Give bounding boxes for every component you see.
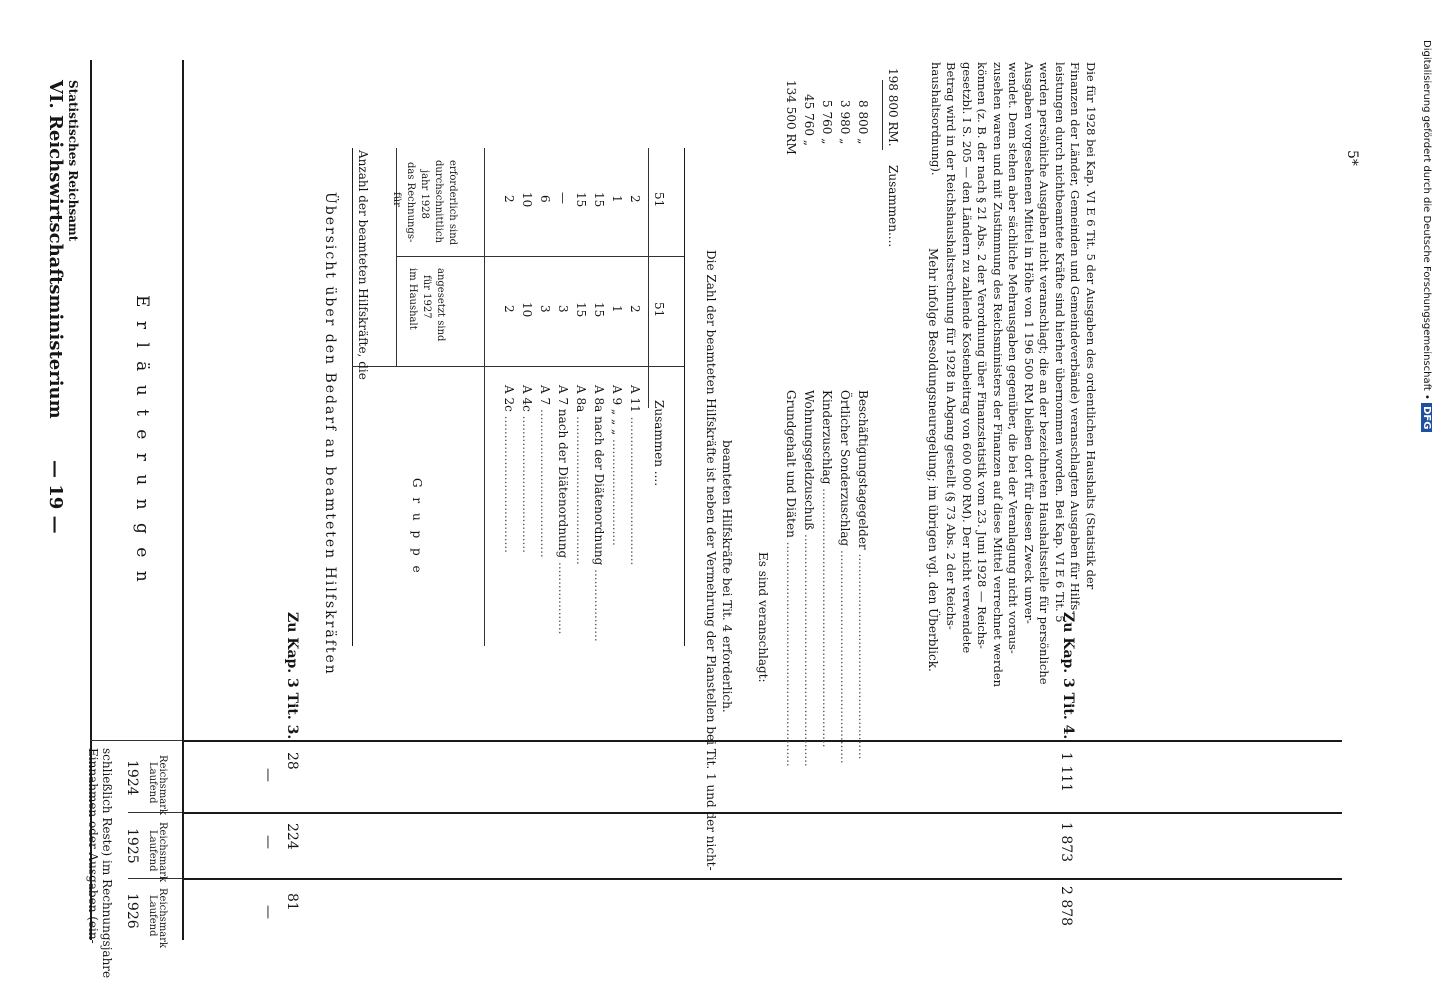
cost-row: Wohnungsgeldzuschuß .............................................................: [802, 390, 816, 767]
amount-row3-1926: 2 878: [1058, 886, 1074, 927]
cost-row-amount: 5 760 „: [820, 100, 834, 145]
dfg-logo: DFG: [1421, 403, 1432, 432]
staff-row: A 8a .......................................: [574, 385, 588, 565]
section-title: E r l ä u t e r u n g e n: [132, 295, 152, 586]
tit4-line: Ausgaben vorgesehenen Mittel in Höhe von 1 196 500 RM bleiben dort für diesen Zweck unver-: [1022, 62, 1036, 624]
staff-row: A 8a nach der Diätenordnung ...................: [592, 385, 606, 642]
table-col-rule-1: [352, 366, 684, 367]
cost-row-label: Grundgehalt und Diäten: [784, 390, 798, 538]
tit3-table-title: Übersicht über den Bedarf an beamteten Hilfskräften: [322, 192, 338, 676]
table-col-rule-2: [396, 256, 684, 257]
mehr-note: Mehr infolge Besoldungsneuregelung; im übrigen vgl. den Überblick.: [926, 248, 940, 672]
staff-row-gruppe: A 4c: [520, 385, 534, 412]
staff-row-gruppe: A 9 „ „ „: [610, 385, 624, 436]
cost-row-label: Wohnungsgeldzuschuß: [802, 390, 816, 531]
amount-caption-2: schließlich Reste) im Rechnungsjahre: [100, 748, 114, 979]
staff-row-gruppe: A 8a nach der Diätenordnung: [592, 385, 606, 566]
unit-label-1925b: Reichsmark: [157, 822, 168, 883]
header-col-line-2: [128, 812, 182, 813]
staff-row-1928: 10: [520, 192, 534, 208]
staff-row-1928: 2: [502, 195, 516, 203]
staff-row-1928: 1: [610, 195, 624, 203]
col-separator-1925: [182, 812, 1342, 814]
header-col-line-3: [128, 878, 182, 879]
cost-row-amount: 134 500 RM: [784, 80, 798, 155]
year-1925: 1925: [124, 828, 140, 864]
staff-row-1927: 1: [610, 305, 624, 313]
staff-row: A 7 .......................................: [538, 385, 552, 558]
col-1928-line5: erforderlich sind: [447, 160, 458, 246]
col-1927-line1: im Haushalt: [407, 268, 418, 330]
page-number: — 19 —: [45, 460, 66, 534]
table-rule-bottom: [684, 148, 685, 646]
column-header-rule: [182, 60, 184, 940]
cost-row-label: Örtlicher Sonderzuschlag: [838, 390, 852, 547]
staff-row-1927: 2: [628, 305, 642, 313]
staff-row-1927: 3: [556, 305, 570, 313]
sheet-mark: 5*: [1344, 150, 1360, 166]
unit-label-1926a: Laufend: [147, 895, 158, 937]
staff-row-1927: 3: [538, 305, 552, 313]
table-subheader-rule: [396, 148, 397, 366]
amount-row2-1924: 28: [284, 752, 300, 770]
col-1928-line2: das Rechnungs-: [405, 162, 416, 243]
staff-row-1927: 15: [592, 302, 606, 318]
staff-row-1928: 15: [592, 192, 606, 208]
staff-row: A 7 nach der Diätenordnung ...................: [556, 385, 570, 635]
amount-row1-1924: —: [260, 768, 276, 782]
col-1927-line3: angesetzt sind: [435, 268, 446, 342]
cost-row: Kinderzuschlag ....................................................................: [820, 390, 834, 748]
amount-row3-1925: 1 873: [1058, 822, 1074, 863]
cost-row-label: Beschäftigungstagegelder: [856, 390, 870, 550]
tit4-line: Betrag wird in der Reichshaushaltsrechnung für 1928 in Abgang gestellt (§ 73 Abs. 2 der Reichs-: [944, 62, 959, 630]
col-separator-1926: [182, 878, 1342, 880]
col-gruppe-header: G r u p p e: [410, 478, 424, 576]
amount-row1-1926: —: [260, 905, 276, 919]
header-col-line-1: [90, 740, 182, 741]
tit3-note-line2: beamteten Hilfskräfte bei Tit. 4 erforderlich.: [720, 440, 734, 713]
ministry-title: VI. Reichswirtschaftsministerium: [45, 80, 66, 419]
staff-total-label: Zusammen ....: [652, 400, 666, 487]
tit4-heading: Zu Kap. 3 Tit. 4.: [1060, 612, 1076, 740]
cost-row-amount: 45 760 „: [802, 94, 816, 147]
staff-row: A 9 „ „ „ ............................: [610, 385, 624, 546]
staff-row-1928: 15: [574, 192, 588, 208]
year-1924: 1924: [124, 760, 140, 796]
cost-total-label: Zusammen....: [886, 165, 900, 248]
table-header-rule: [484, 148, 485, 646]
cost-sum-rule: [882, 80, 883, 150]
unit-label-1924b: Reichsmark: [157, 755, 168, 816]
staff-row-gruppe: A 7: [538, 385, 552, 406]
staff-row-1928: 2: [628, 195, 642, 203]
unit-label-1925a: Laufend: [147, 830, 158, 872]
cost-total: 198 800 RM.: [886, 68, 900, 147]
veranschlagt-label: Es sind veranschlagt:: [756, 552, 770, 683]
tit4-line: Die für 1928 bei Kap. VI E 6 Tit. 5 der Ausgaben des ordentlichen Haushalts (Statistik der: [1084, 62, 1098, 590]
table-sum-rule: [648, 148, 649, 408]
staff-row-gruppe: A 8a: [574, 385, 588, 413]
office-subtitle: Statistisches Reichsamt: [66, 80, 80, 242]
staff-row-1927: 2: [502, 305, 516, 313]
amount-caption-1: Einnahmen oder Ausgaben (ein-: [86, 748, 100, 944]
unit-label-1926b: Reichsmark: [157, 888, 168, 949]
amount-row2-1925: 224: [284, 823, 300, 850]
tit4-line: gesetzbl. I S. 205 — den Ländern zu zahlende Kostenbeitrag von 600 000 RM). Der nicht verwendete: [960, 62, 974, 654]
amount-row3-1924: 1 111: [1058, 752, 1074, 793]
amount-row1-1925: —: [260, 835, 276, 849]
col-1928-line4: durchschnittlich: [433, 160, 444, 243]
staff-row: A 4c ....................................: [520, 385, 534, 553]
staff-row-gruppe: A 7 nach der Diätenordnung: [556, 385, 570, 559]
col-anzahl-header: Anzahl der beamteten Hilfskräfte, die: [356, 150, 370, 380]
cost-row: Grundgehalt und Diäten ...........................................................: [784, 390, 798, 767]
staff-row-gruppe: A 2c: [502, 385, 516, 412]
amount-row2-1926: 81: [284, 893, 300, 911]
cost-row-label: Kinderzuschlag: [820, 390, 834, 485]
cost-row: Beschäftigungstagegelder ......................................................: [856, 390, 870, 760]
staff-row: A 11 .......................................: [628, 385, 642, 566]
cost-row-amount: 8 800 „: [856, 100, 870, 145]
staff-row-1928: 6: [538, 195, 552, 203]
col-1928-line3: jahr 1928: [419, 170, 430, 219]
tit4-line: zusehen waren und mit Zustimmung des Reichsministers der Finanzen auf diese Mittel verrechnet werden: [991, 62, 1005, 688]
staff-row-1927: 10: [520, 302, 534, 318]
staff-row-1927: 15: [574, 302, 588, 318]
col-1927-line2: für 1927: [421, 275, 432, 319]
staff-row: A 2c ....................................: [502, 385, 516, 553]
tit4-line: leistungen durch nichtbeamtete Kräfte sind hierher übernommen worden. Bei Kap. VI E 6 Tit. 5: [1053, 62, 1067, 623]
year-1926: 1926: [124, 893, 140, 929]
staff-total-1927: 51: [652, 302, 666, 318]
staff-total-1928: 51: [652, 192, 666, 208]
tit3-note-line1: Die Zahl der beamteten Hilfskräfte ist neben der Vermehrung der Planstellen bei Tit. 1 und der nicht-: [704, 250, 718, 871]
tit4-line: haushaltsordnung).: [929, 62, 943, 176]
tit4-line: werden persönliche Ausgaben nicht veranschlagt; die an der bezeichneten Haushaltsstelle für persönliche: [1037, 62, 1052, 685]
tit4-line: Finanzen der Länder, Gemeinden und Gemeindeverbände) veranschlagten Ausgaben für Hilfs-: [1068, 62, 1083, 615]
tit3-heading: Zu Kap. 3 Tit. 3.: [284, 612, 300, 740]
unit-label-1924a: Laufend: [147, 762, 158, 804]
table-rule-top: [352, 148, 353, 646]
staff-row-gruppe: A 11: [628, 385, 642, 413]
col-1928-line1: für: [391, 192, 402, 207]
tit4-line: können (z. B. der nach § 21 Abs. 2 der Verordnung über Finanzstatistik vom 23. Juni 1928 — Reichs-: [975, 62, 990, 649]
cost-row-amount: 3 980 „: [838, 100, 852, 145]
col-separator-1924: [182, 740, 1342, 742]
tit4-paragraph: [928, 62, 1099, 687]
staff-row-1928: —: [556, 192, 570, 204]
tit4-line: wendet. Dem stehen aber sächliche Mehrausgaben gegenüber, die bei der Veranlagung nicht voraus-: [1006, 62, 1021, 654]
watermark-text: Digitalisierung gefördert durch die Deutsche Forschungsgemeinschaft • DFG: [1421, 40, 1432, 432]
cost-row: Örtlicher Sonderzuschlag ........................................................: [838, 390, 852, 764]
